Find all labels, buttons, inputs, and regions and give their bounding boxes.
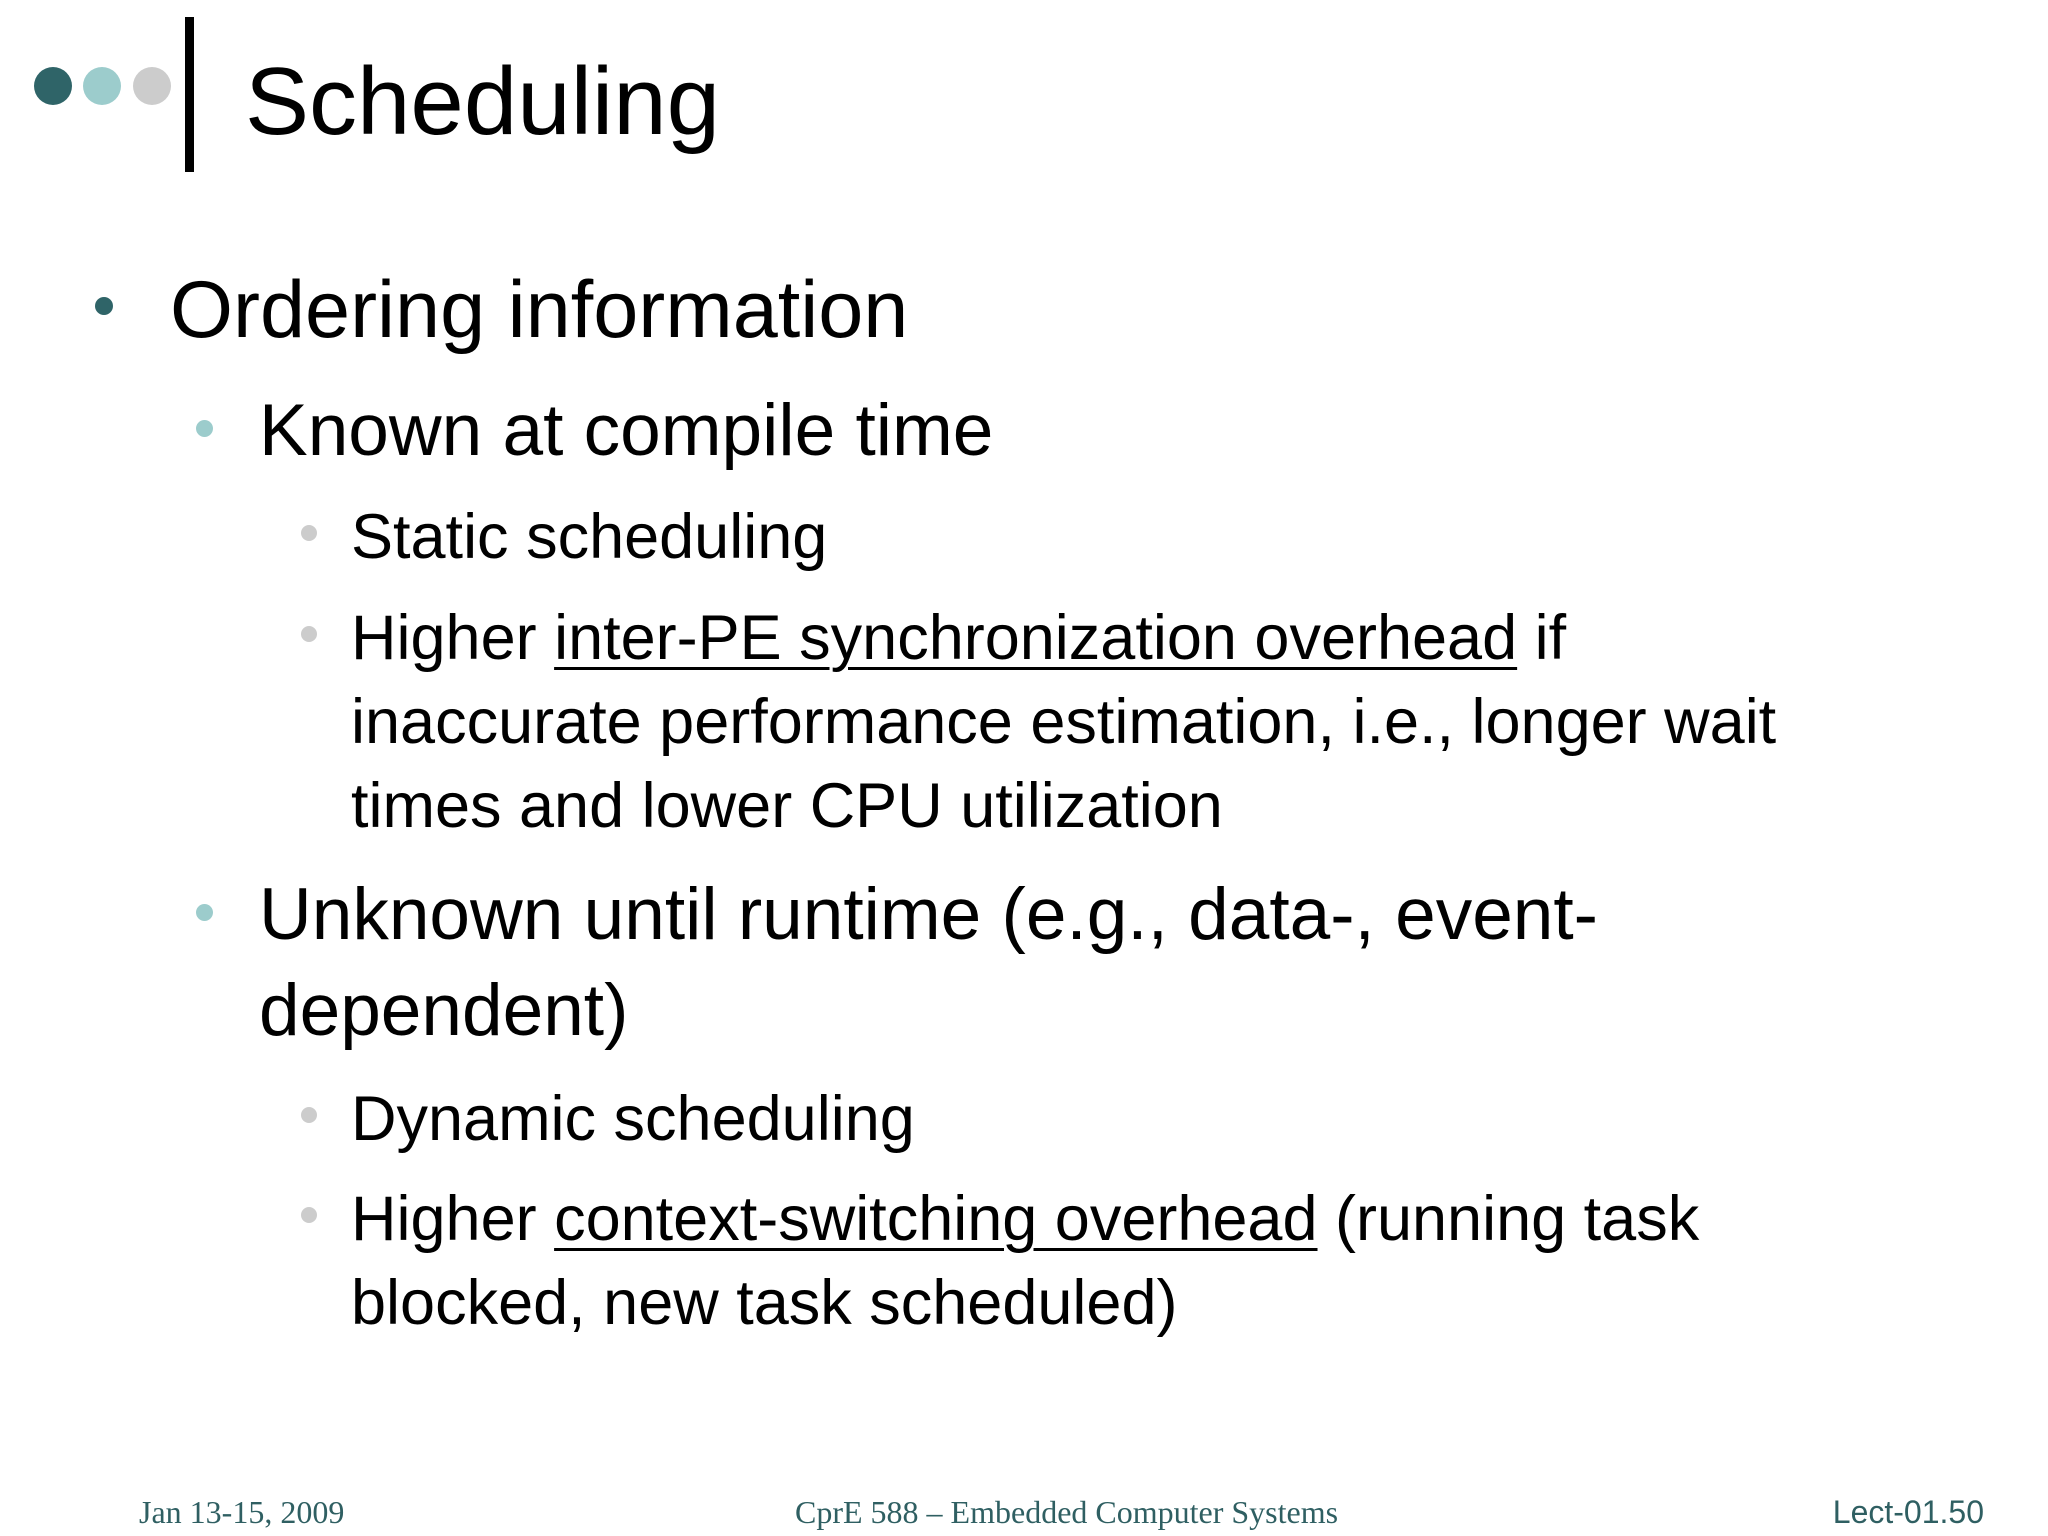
text-fragment: if	[1517, 603, 1567, 673]
bullet-dot-icon	[95, 297, 113, 315]
footer-course-title: CprE 588 – Embedded Computer Systems	[795, 1494, 1339, 1530]
bullet-dynamic-scheduling: Dynamic scheduling	[351, 1084, 915, 1154]
bullet-dot-icon	[301, 525, 317, 541]
text-fragment: Higher	[351, 1184, 555, 1254]
text-fragment: Higher	[351, 603, 555, 673]
bullet-known-at-compile-time: Known at compile time	[259, 390, 994, 471]
title-dot-grey-icon	[133, 67, 171, 105]
bullet-unknown-until-runtime: Unknown until runtime (e.g., data-, event-	[259, 874, 1598, 955]
title-dot-light-icon	[83, 67, 121, 105]
bullet-higher-sync-overhead-line2: inaccurate performance estimation, i.e., longer wait	[351, 687, 1777, 757]
title-dot-dark-icon	[34, 67, 72, 105]
bullet-higher-context-switching	[351, 1177, 1699, 1261]
bullet-dot-icon	[301, 1107, 317, 1123]
bullet-ordering-information: Ordering information	[170, 265, 909, 355]
bullet-higher-sync-overhead	[351, 596, 1566, 680]
slide-title: Scheduling	[245, 48, 721, 155]
footer-slide-number: Lect-01.50	[1832, 1494, 1984, 1530]
title-divider	[185, 17, 194, 172]
bullet-static-scheduling: Static scheduling	[351, 502, 828, 572]
bullet-dot-icon	[196, 420, 213, 437]
bullet-higher-sync-overhead-line3: times and lower CPU utilization	[351, 771, 1223, 841]
bullet-dot-icon	[301, 1207, 317, 1223]
underlined-term-sync-overhead: inter-PE synchronization overhead	[554, 603, 1518, 673]
underlined-term-context-switching: context-switching overhead	[554, 1184, 1318, 1254]
bullet-dot-icon	[301, 626, 317, 642]
bullet-unknown-until-runtime-line2: dependent)	[259, 970, 629, 1051]
footer-date: Jan 13-15, 2009	[139, 1494, 345, 1530]
text-fragment: (running task	[1317, 1184, 1700, 1254]
bullet-higher-context-switching-line2: blocked, new task scheduled)	[351, 1268, 1178, 1338]
bullet-dot-icon	[196, 904, 213, 921]
